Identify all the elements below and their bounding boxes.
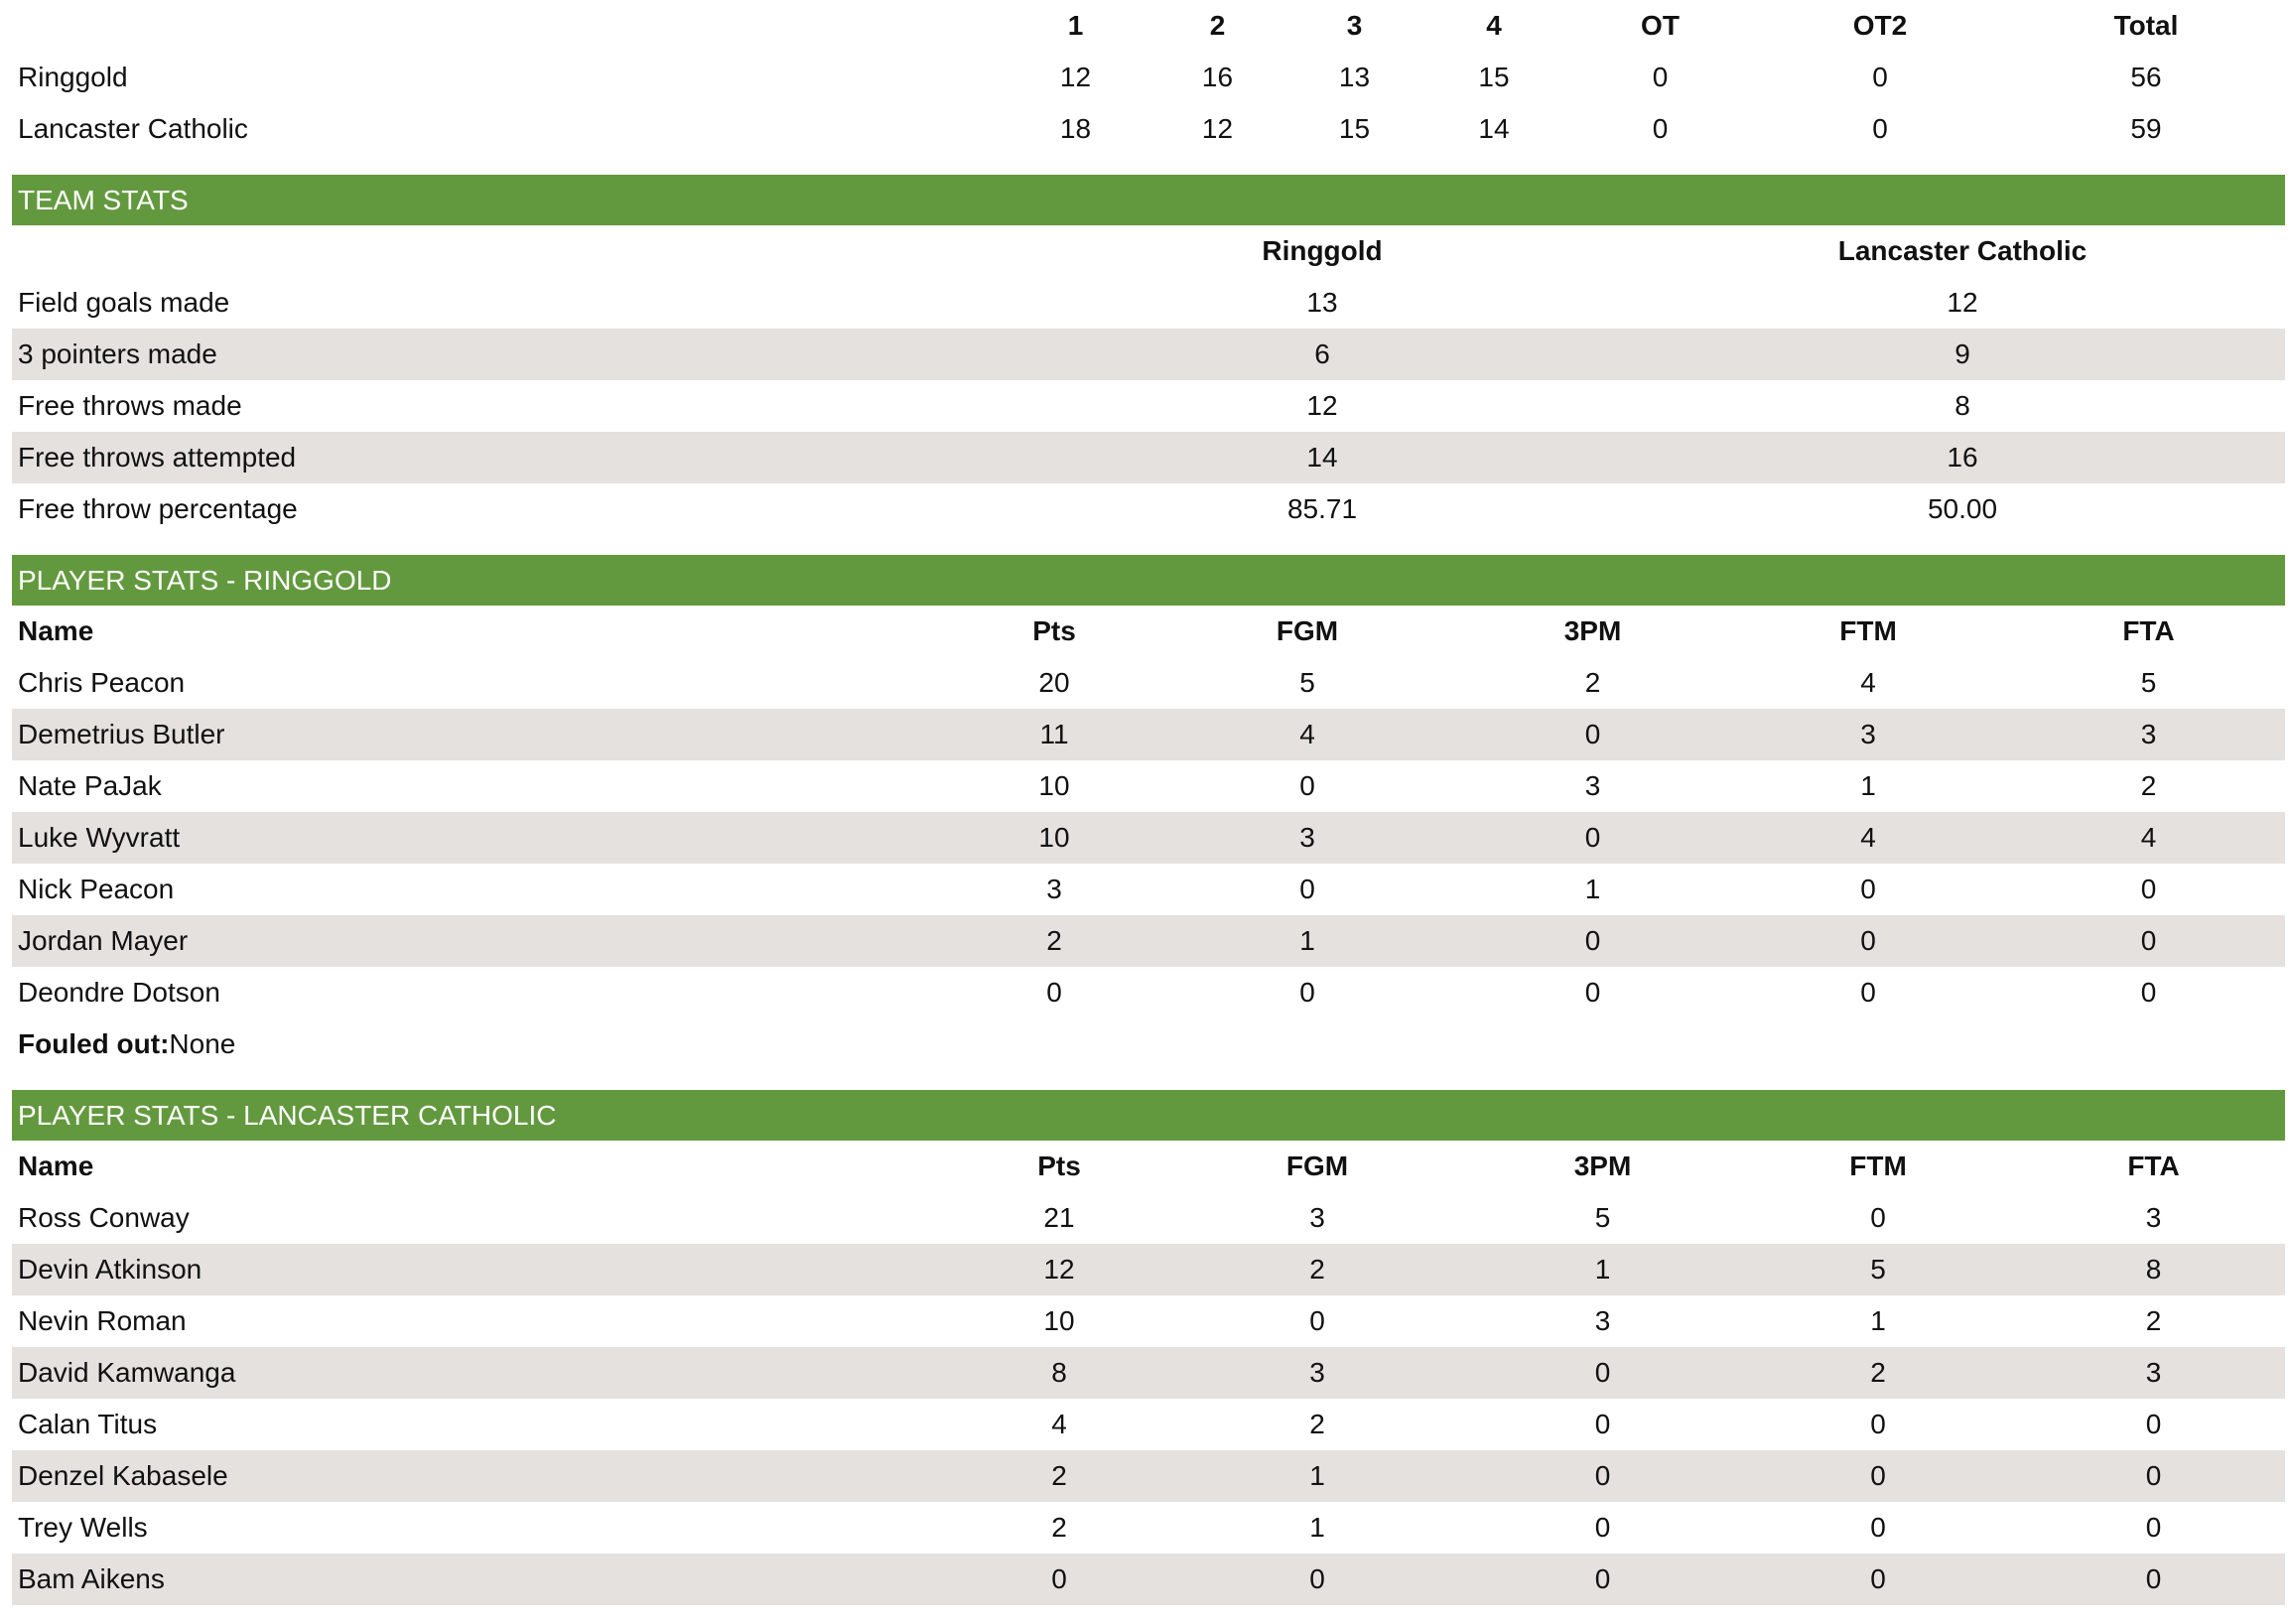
team-stats-row <box>12 432 2285 483</box>
player-pts: 10 <box>955 812 1153 864</box>
header-ftm: FTM <box>1839 615 1897 646</box>
linescore-header-q1: 1 <box>1067 10 1084 41</box>
linescore-total: 59 <box>2130 113 2162 144</box>
player-ftm: 0 <box>1734 1450 2022 1502</box>
linescore-q1: 12 <box>1059 62 1092 92</box>
header-pts: Pts <box>1037 1150 1081 1181</box>
player-name: Nevin Roman <box>18 1305 187 1336</box>
team-stats-row <box>12 483 2285 535</box>
player-header-row <box>12 1141 2285 1192</box>
player-3pm: 1 <box>1584 874 1601 904</box>
player-3pm: 0 <box>1461 709 1724 760</box>
player-fta: 5 <box>2140 667 2157 698</box>
header-fta: FTA <box>2122 615 2175 646</box>
player-3pm: 2 <box>1584 667 1601 698</box>
linescore-row <box>12 103 2285 155</box>
stat-label: Field goals made <box>18 287 230 318</box>
player-name: Nate PaJak <box>18 770 162 801</box>
fouled-out-value: None <box>169 1028 236 1059</box>
team-stats-row <box>12 277 2285 329</box>
player-row <box>12 967 2285 1018</box>
player-fta: 3 <box>2012 709 2285 760</box>
player-fgm: 0 <box>1163 1554 1471 1605</box>
player-3pm: 0 <box>1471 1554 1734 1605</box>
player-fgm: 4 <box>1153 709 1461 760</box>
linescore-header-blank <box>12 0 1005 52</box>
player-row <box>12 1502 2285 1554</box>
player-name: Denzel Kabasele <box>12 1450 955 1502</box>
player-name: Bam Aikens <box>12 1554 955 1605</box>
player-fgm: 1 <box>1309 1512 1325 1543</box>
player-3pm: 0 <box>1594 1512 1611 1543</box>
stat-ringgold: 13 <box>1306 287 1338 318</box>
linescore-q3: 15 <box>1338 113 1371 144</box>
stat-ringgold: 85.71 <box>1286 493 1358 524</box>
ringgold-player-table <box>12 606 2285 1018</box>
linescore-team: Lancaster Catholic <box>18 113 248 144</box>
spacer <box>12 535 2285 555</box>
linescore-row <box>12 52 2285 103</box>
spacer <box>12 155 2285 175</box>
stat-ringgold: 12 <box>1306 390 1338 421</box>
player-name: Ross Conway <box>18 1202 190 1233</box>
player-3pm: 0 <box>1461 915 1724 967</box>
player-fta: 0 <box>2012 915 2285 967</box>
ringgold-player-stats-header: PLAYER STATS - RINGGOLD <box>12 555 2285 606</box>
linescore-header-row <box>12 0 2285 52</box>
player-fta: 3 <box>2022 1347 2285 1399</box>
player-fgm: 3 <box>1153 812 1461 864</box>
player-fgm: 1 <box>1153 915 1461 967</box>
player-row <box>12 1554 2285 1605</box>
player-3pm: 0 <box>1461 812 1724 864</box>
player-3pm: 0 <box>1584 977 1601 1008</box>
player-fta: 2 <box>2145 1305 2162 1336</box>
player-ftm: 0 <box>1734 1554 2022 1605</box>
player-3pm: 5 <box>1594 1202 1611 1233</box>
player-name: Chris Peacon <box>18 667 186 698</box>
linescore-q4: 14 <box>1478 113 1510 144</box>
player-ftm: 1 <box>1860 770 1876 801</box>
linescore-ot: 0 <box>1652 113 1669 144</box>
player-fta: 0 <box>2140 874 2157 904</box>
player-ftm: 0 <box>1870 1202 1886 1233</box>
player-ftm: 0 <box>1870 1512 1886 1543</box>
player-ftm: 4 <box>1860 667 1876 698</box>
player-pts: 10 <box>1043 1305 1075 1336</box>
player-fta: 8 <box>2022 1244 2285 1295</box>
player-3pm: 3 <box>1584 770 1601 801</box>
linescore-ot: 0 <box>1652 62 1669 92</box>
header-fgm: FGM <box>1276 615 1339 646</box>
player-fgm: 0 <box>1309 1305 1325 1336</box>
player-name: Luke Wyvratt <box>12 812 955 864</box>
player-fta: 0 <box>2140 977 2157 1008</box>
player-3pm: 0 <box>1471 1450 1734 1502</box>
fouled-out-label: Fouled out: <box>18 1028 170 1059</box>
spacer <box>12 1070 2285 1090</box>
player-3pm: 0 <box>1471 1347 1734 1399</box>
player-ftm: 0 <box>1870 1409 1886 1439</box>
header-name: Name <box>18 1150 94 1181</box>
header-fgm: FGM <box>1285 1150 1349 1181</box>
player-pts: 3 <box>1046 874 1062 904</box>
player-name: Trey Wells <box>18 1512 148 1543</box>
linescore-q3: 13 <box>1338 62 1371 92</box>
stat-ringgold: 14 <box>1005 432 1640 483</box>
player-pts: 2 <box>955 915 1153 967</box>
linescore-header-total: Total <box>2113 10 2179 41</box>
linescore-header-ot: OT <box>1641 10 1680 41</box>
stat-label: Free throw percentage <box>18 493 298 524</box>
linescore-header-q2: 2 <box>1209 10 1226 41</box>
player-row <box>12 1347 2285 1399</box>
lancaster-player-stats-header: PLAYER STATS - LANCASTER CATHOLIC <box>12 1090 2285 1141</box>
linescore-q2: 16 <box>1201 62 1234 92</box>
linescore-header-q4: 4 <box>1486 10 1502 41</box>
stat-label: Free throws attempted <box>12 432 1005 483</box>
header-fta: FTA <box>2127 1150 2180 1181</box>
player-pts: 8 <box>955 1347 1163 1399</box>
player-row <box>12 657 2285 709</box>
player-ftm: 4 <box>1724 812 2012 864</box>
linescore-header-ot2: OT2 <box>1852 10 1908 41</box>
player-name: Deondre Dotson <box>18 977 220 1008</box>
player-pts: 4 <box>1051 1409 1067 1439</box>
player-fgm: 5 <box>1299 667 1315 698</box>
player-row <box>12 1192 2285 1244</box>
team-stats-header-blank <box>12 225 1005 277</box>
player-fgm: 2 <box>1309 1409 1325 1439</box>
player-pts: 12 <box>955 1244 1163 1295</box>
linescore-ot2: 0 <box>1872 113 1888 144</box>
player-pts: 10 <box>1038 770 1070 801</box>
player-3pm: 0 <box>1594 1409 1611 1439</box>
player-3pm: 1 <box>1471 1244 1734 1295</box>
player-fta: 3 <box>2145 1202 2162 1233</box>
player-pts: 2 <box>955 1450 1163 1502</box>
player-pts: 0 <box>955 1554 1163 1605</box>
player-row <box>12 864 2285 915</box>
stat-lancaster: 9 <box>1640 329 2285 380</box>
team-stats-header-ringgold: Ringgold <box>1262 235 1383 266</box>
player-pts: 2 <box>1051 1512 1067 1543</box>
player-ftm: 3 <box>1724 709 2012 760</box>
linescore-q4: 15 <box>1478 62 1510 92</box>
player-fta: 4 <box>2012 812 2285 864</box>
stat-lancaster: 8 <box>1954 390 1970 421</box>
team-stats-row <box>12 329 2285 380</box>
stat-lancaster: 50.00 <box>1927 493 1998 524</box>
player-name: Jordan Mayer <box>12 915 955 967</box>
player-name: Demetrius Butler <box>12 709 955 760</box>
team-stats-table <box>12 225 2285 535</box>
player-name: Nick Peacon <box>18 874 175 904</box>
header-pts: Pts <box>1032 615 1076 646</box>
player-fta: 0 <box>2145 1409 2162 1439</box>
linescore-team: Ringgold <box>18 62 128 92</box>
player-row <box>12 812 2285 864</box>
player-fgm: 1 <box>1163 1450 1471 1502</box>
player-ftm: 1 <box>1870 1305 1886 1336</box>
box-score <box>12 0 2285 1605</box>
player-fgm: 0 <box>1299 874 1315 904</box>
player-row <box>12 915 2285 967</box>
player-row <box>12 709 2285 760</box>
player-ftm: 5 <box>1734 1244 2022 1295</box>
stat-lancaster: 16 <box>1640 432 2285 483</box>
player-fta: 0 <box>2022 1554 2285 1605</box>
linescore-header-q3: 3 <box>1346 10 1363 41</box>
team-stats-header: TEAM STATS <box>12 175 2285 225</box>
team-stats-row <box>12 380 2285 432</box>
player-row <box>12 1244 2285 1295</box>
linescore-table <box>12 0 2285 155</box>
player-fgm: 2 <box>1163 1244 1471 1295</box>
player-row <box>12 1450 2285 1502</box>
player-fgm: 3 <box>1163 1347 1471 1399</box>
player-row <box>12 760 2285 812</box>
player-fgm: 0 <box>1299 977 1315 1008</box>
team-stats-header-row <box>12 225 2285 277</box>
player-header-row <box>12 606 2285 657</box>
player-pts: 11 <box>955 709 1153 760</box>
header-ftm: FTM <box>1849 1150 1907 1181</box>
linescore-total: 56 <box>2130 62 2162 92</box>
player-pts: 21 <box>1043 1202 1075 1233</box>
player-pts: 20 <box>1038 667 1070 698</box>
player-row <box>12 1295 2285 1347</box>
player-name: Calan Titus <box>18 1409 158 1439</box>
player-name: Devin Atkinson <box>12 1244 955 1295</box>
team-stats-header-lancaster: Lancaster Catholic <box>1837 235 2088 266</box>
player-3pm: 3 <box>1594 1305 1611 1336</box>
player-ftm: 0 <box>1860 874 1876 904</box>
player-fgm: 0 <box>1299 770 1315 801</box>
linescore-q1: 18 <box>1059 113 1092 144</box>
player-fta: 0 <box>2022 1450 2285 1502</box>
fouled-out-line <box>12 1018 2285 1070</box>
linescore-ot2: 0 <box>1872 62 1888 92</box>
lancaster-player-table <box>12 1141 2285 1605</box>
player-fta: 2 <box>2140 770 2157 801</box>
header-3pm: 3PM <box>1573 1150 1632 1181</box>
stat-label: Free throws made <box>18 390 242 421</box>
player-row <box>12 1399 2285 1450</box>
player-fta: 0 <box>2145 1512 2162 1543</box>
player-ftm: 0 <box>1860 977 1876 1008</box>
player-fgm: 3 <box>1309 1202 1325 1233</box>
header-name: Name <box>18 615 94 646</box>
player-ftm: 0 <box>1724 915 2012 967</box>
player-pts: 0 <box>1046 977 1062 1008</box>
stat-ringgold: 6 <box>1005 329 1640 380</box>
player-name: David Kamwanga <box>12 1347 955 1399</box>
player-ftm: 2 <box>1734 1347 2022 1399</box>
stat-lancaster: 12 <box>1947 287 1978 318</box>
header-3pm: 3PM <box>1563 615 1622 646</box>
stat-label: 3 pointers made <box>12 329 1005 380</box>
linescore-q2: 12 <box>1201 113 1234 144</box>
